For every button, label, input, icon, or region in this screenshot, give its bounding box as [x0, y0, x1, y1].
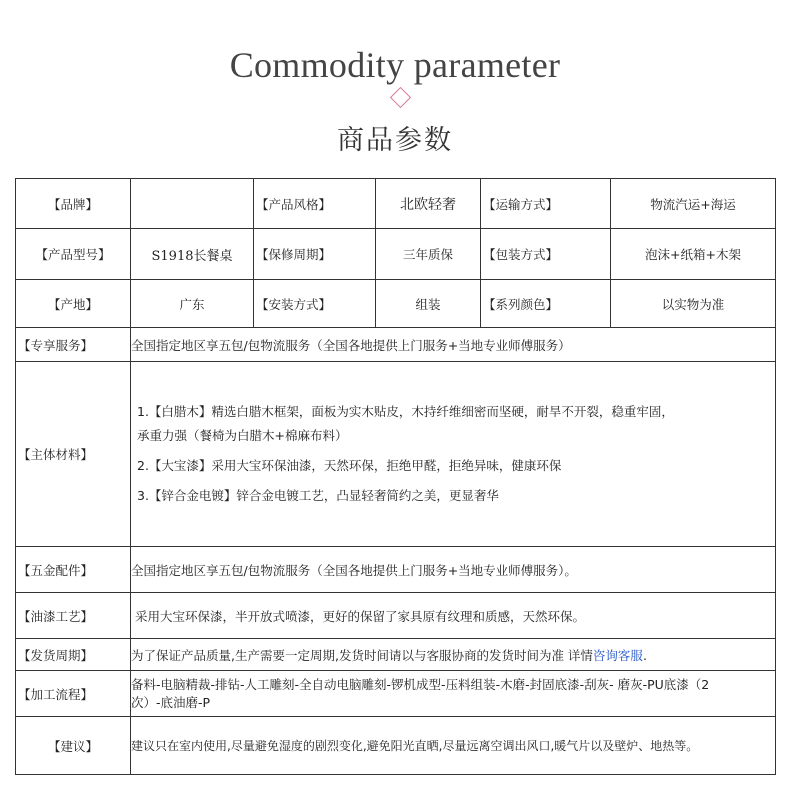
table-row [16, 593, 776, 639]
table-row [16, 639, 776, 671]
table-row [16, 229, 776, 280]
service-label: 【专享服务】 [16, 328, 131, 362]
style-label: 【产品风格】 [254, 179, 376, 229]
material-label: 【主体材料】 [16, 362, 131, 547]
service-value: 全国指定地区享五包/包物流服务（全国各地提供上门服务+当地专业师傅服务） [131, 328, 776, 362]
install-value: 组装 [376, 280, 481, 328]
origin-value: 广东 [131, 280, 254, 328]
process-line-2: 次）-底油磨-P [131, 694, 211, 710]
model-value: S1918长餐桌 [131, 229, 254, 280]
paint-value: 采用大宝环保漆，半开放式喷漆，更好的保留了家具原有纹理和质感，天然环保。 [131, 593, 776, 639]
brand-label: 【品牌】 [16, 179, 131, 229]
origin-label: 【产地】 [16, 280, 131, 328]
advice-label: 【建议】 [16, 717, 131, 775]
packaging-value: 泡沫+纸箱+木架 [611, 229, 776, 280]
table-row [16, 717, 776, 775]
parameter-table [15, 178, 776, 775]
diamond-ornament-icon [390, 87, 411, 108]
title-chinese: 商品参数 [337, 125, 453, 156]
color-label: 【系列颜色】 [481, 280, 611, 328]
material-line-3: 3.【锌合金电镀】锌合金电镀工艺，凸显轻奢简约之美，更显奢华 [137, 488, 499, 503]
warranty-value: 三年质保 [376, 229, 481, 280]
advice-value: 建议只在室内使用,尽量避免湿度的剧烈变化,避免阳光直晒,尽量远离空调出风口,暖气片以及壁炉、地热等。 [131, 717, 776, 775]
delivery-label: 【发货周期】 [16, 639, 131, 671]
delivery-value [131, 639, 776, 671]
shipping-label: 【运输方式】 [481, 179, 611, 229]
consult-service-link[interactable]: 咨询客服 [592, 647, 643, 663]
table-row [16, 280, 776, 328]
process-label: 【加工流程】 [16, 671, 131, 717]
table-row [16, 328, 776, 362]
material-line-1b: 承重力强（餐椅为白腊木+棉麻布料） [137, 428, 348, 443]
delivery-text: 为了保证产品质量,生产需要一定周期,发货时间请以与客服协商的发货时间为准 详情 [131, 647, 593, 663]
color-value: 以实物为准 [611, 280, 776, 328]
hardware-label: 【五金配件】 [16, 547, 131, 593]
table-row [16, 179, 776, 229]
hardware-value: 全国指定地区享五包/包物流服务（全国各地提供上门服务+当地专业师傅服务）。 [131, 547, 776, 593]
process-line-1: 备料-电脑精裁-排钻-人工雕刻-全自动电脑雕刻-锣机成型-压料组装-木磨-封固底漆-刮灰- 磨灰-PU底漆（2 [131, 676, 710, 692]
install-label: 【安装方式】 [254, 280, 376, 328]
process-value [131, 671, 776, 717]
title-english: Commodity parameter [229, 45, 561, 85]
material-line-1: 1.【白腊木】精选白腊木框架，面板为实木贴皮，木持纤维细密而坚硬，耐旱不开裂，稳重牢固， [137, 404, 674, 419]
shipping-value: 物流汽运+海运 [611, 179, 776, 229]
table-row [16, 547, 776, 593]
style-value: 北欧轻奢 [376, 179, 481, 229]
table-row [16, 362, 776, 547]
model-label: 【产品型号】 [16, 229, 131, 280]
table-row [16, 671, 776, 717]
delivery-suffix: . [642, 647, 647, 663]
brand-value [131, 179, 254, 229]
material-value [131, 362, 776, 547]
paint-label: 【油漆工艺】 [16, 593, 131, 639]
material-line-2: 2.【大宝漆】采用大宝环保油漆，天然环保，拒绝甲醛，拒绝异味，健康环保 [137, 458, 562, 473]
warranty-label: 【保修周期】 [254, 229, 376, 280]
packaging-label: 【包装方式】 [481, 229, 611, 280]
